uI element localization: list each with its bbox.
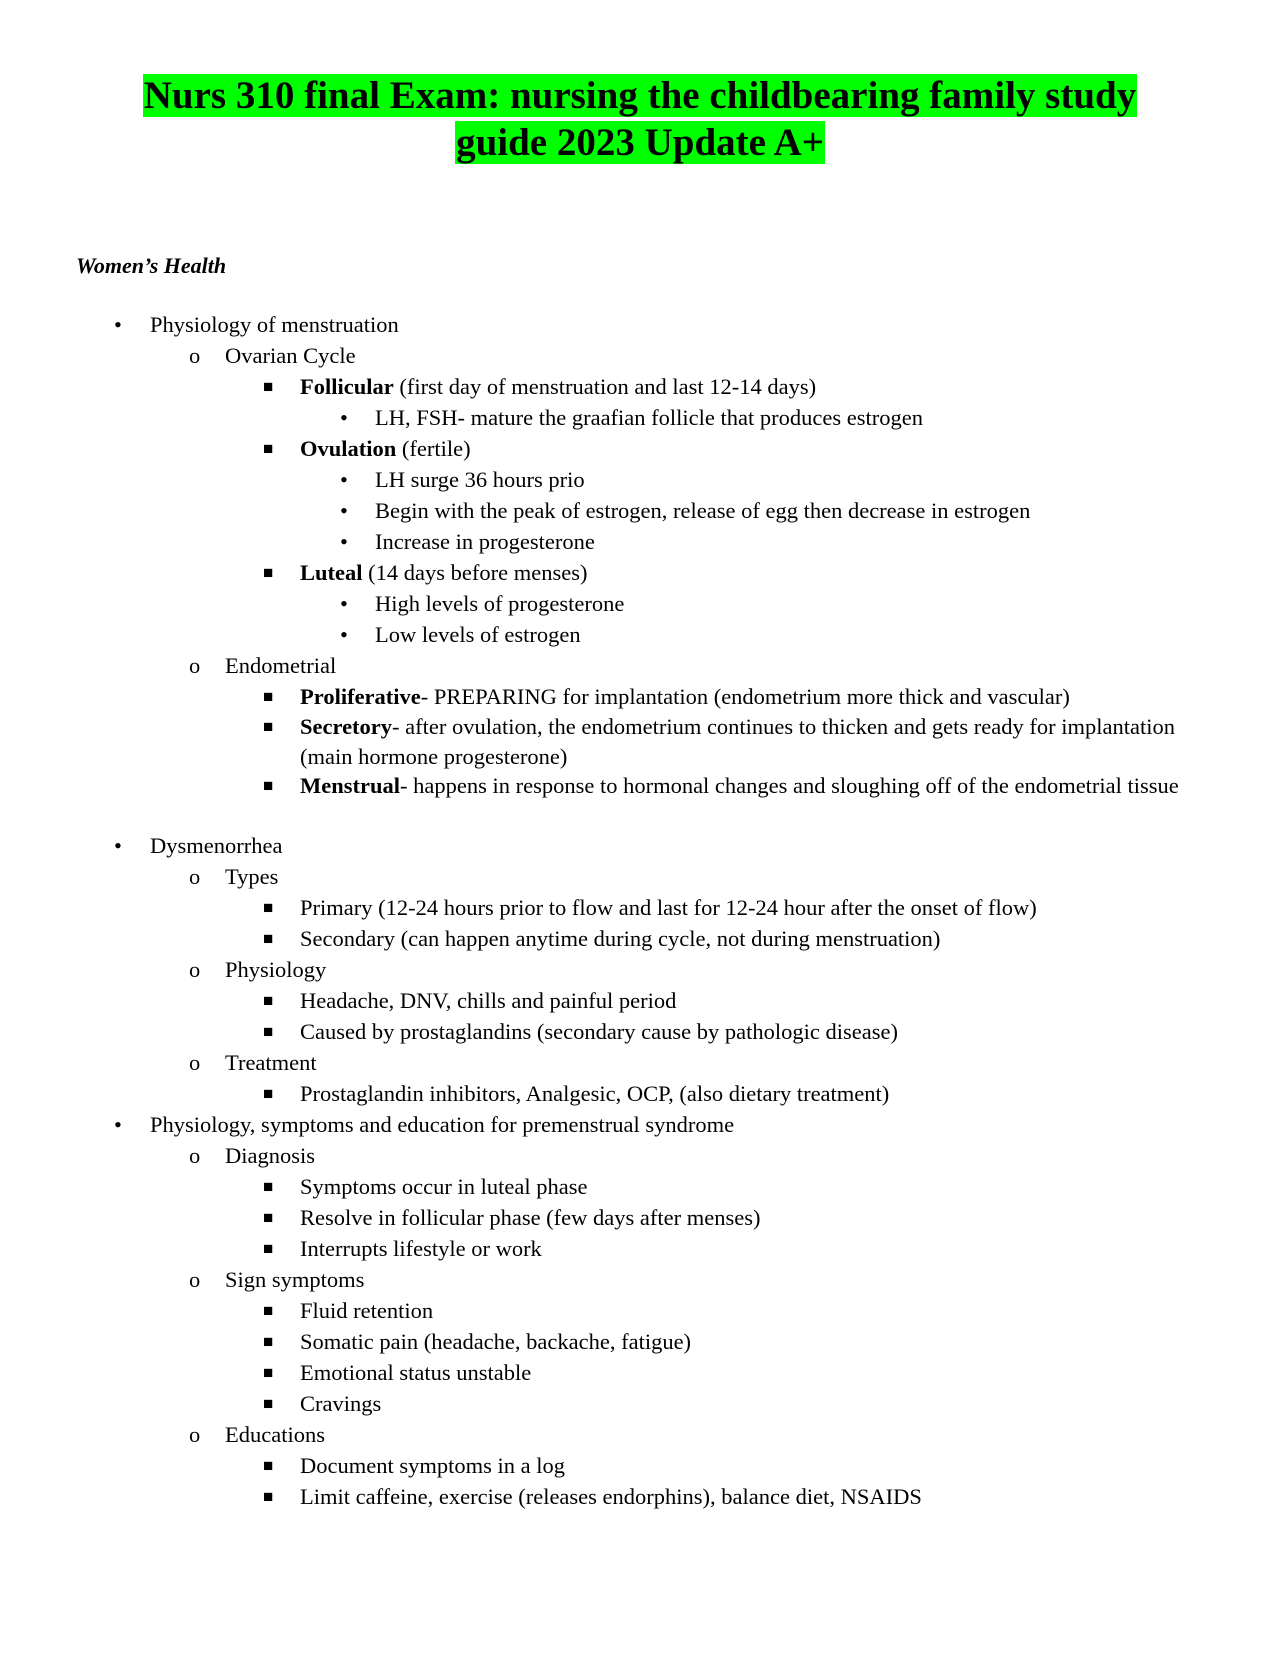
bullet-icon: ■ [263, 1363, 274, 1382]
bullet-icon: ■ [263, 439, 274, 458]
outline-item-text: Ovulation (fertile) [300, 436, 471, 461]
outline-item-text: LH, FSH- mature the graafian follicle that produces estrogen [375, 405, 923, 430]
bullet-icon: ■ [263, 1456, 274, 1475]
bullet-icon: o [189, 1050, 201, 1075]
outline-item-level-3 [0, 1295, 1280, 1326]
bullet-icon: o [189, 1143, 201, 1168]
outline-item-text: Proliferative- PREPARING for implantation (endometrium more thick and vascular) [300, 684, 1070, 709]
bullet-icon: ■ [263, 1394, 274, 1413]
outline-item-term: Menstrual [300, 773, 400, 798]
outline-item-level-3 [0, 1202, 1280, 1233]
title-line-1: Nurs 310 final Exam: nursing the childbearing family study [143, 74, 1137, 117]
bullet-icon: • [114, 312, 122, 337]
outline-item-text: Headache, DNV, chills and painful period [300, 988, 677, 1013]
outline-item-text: Document symptoms in a log [300, 1453, 565, 1478]
bullet-icon: • [340, 529, 348, 554]
outline-item-term: Luteal [300, 560, 363, 585]
bullet-icon: ■ [263, 898, 274, 917]
outline-item-text: Low levels of estrogen [375, 622, 581, 647]
outline-item-level-3 [0, 371, 1280, 402]
bullet-icon: ■ [263, 1177, 274, 1196]
outline-item-level-2 [0, 1047, 1280, 1078]
outline-item-text: Diagnosis [225, 1143, 315, 1168]
outline-item-text: Symptoms occur in luteal phase [300, 1174, 588, 1199]
outline-item-text: Types [225, 864, 279, 889]
outline-item-text: High levels of progesterone [375, 591, 625, 616]
bullet-icon: ■ [263, 563, 274, 582]
bullet-icon: ■ [263, 1022, 274, 1041]
outline-item-text: Emotional status unstable [300, 1360, 532, 1385]
outline-item-level-1 [0, 830, 1280, 861]
bullet-icon: ■ [263, 1301, 274, 1320]
outline-item-level-2 [0, 1419, 1280, 1450]
bullet-icon: o [189, 343, 201, 368]
outline-item-level-3 [0, 892, 1280, 923]
outline-item-level-3 [0, 1016, 1280, 1047]
outline-item-text: Secondary (can happen anytime during cycle, not during menstruation) [300, 926, 941, 951]
outline-item-text: Ovarian Cycle [225, 343, 356, 368]
bullet-icon: • [114, 1112, 122, 1137]
outline-item-level-2 [0, 340, 1280, 371]
outline-item-level-1 [0, 309, 1280, 340]
outline-item-text: Dysmenorrhea [150, 833, 283, 858]
bullet-icon: o [189, 1267, 201, 1292]
outline-item-text: Endometrial [225, 653, 337, 678]
outline-item-level-4 [0, 495, 1280, 526]
bullet-icon: • [340, 498, 348, 523]
outline-item-text: Interrupts lifestyle or work [300, 1236, 542, 1261]
bullet-icon: • [340, 467, 348, 492]
outline-item-text: Fluid retention [300, 1298, 434, 1323]
outline-item-term: Proliferative [300, 684, 421, 709]
outline-item-level-3 [0, 433, 1280, 464]
bullet-icon: o [189, 653, 201, 678]
outline-item-level-3 [0, 712, 1280, 771]
outline-list [0, 309, 1280, 1512]
outline-item-level-2 [0, 1264, 1280, 1295]
outline-item-text: Physiology of menstruation [150, 312, 399, 337]
bullet-icon: • [114, 833, 122, 858]
outline-item-text: Menstrual- happens in response to hormonal changes and sloughing off of the endometrial tissue [300, 773, 1179, 798]
outline-item-text: LH surge 36 hours prio [375, 467, 585, 492]
outline-item-level-3 [0, 771, 1280, 830]
bullet-icon: ■ [263, 929, 274, 948]
bullet-icon: o [189, 957, 201, 982]
bullet-icon: ■ [263, 991, 274, 1010]
outline-item-text: Follicular (first day of menstruation and last 12-14 days) [300, 374, 817, 399]
title-line-2: guide 2023 Update A+ [456, 121, 824, 164]
outline-item-text: Somatic pain (headache, backache, fatigue) [300, 1329, 692, 1354]
outline-item-text: Physiology, symptoms and education for premenstrual syndrome [150, 1112, 735, 1137]
outline-item-level-3 [0, 557, 1280, 588]
outline-item-level-3 [0, 681, 1280, 712]
outline-item-level-3 [0, 1357, 1280, 1388]
outline-item-term: Ovulation [300, 436, 397, 461]
outline-item-level-3 [0, 1171, 1280, 1202]
outline-item-text: Primary (12-24 hours prior to flow and last for 12-24 hour after the onset of flow) [300, 895, 1037, 920]
outline-item-text: Treatment [225, 1050, 317, 1075]
bullet-icon: ■ [263, 776, 274, 795]
outline-item-level-3 [0, 1326, 1280, 1357]
outline-item-level-4 [0, 619, 1280, 650]
section-heading: Women’s Health [76, 253, 227, 278]
bullet-icon: ■ [263, 687, 274, 706]
outline-item-level-1 [0, 1109, 1280, 1140]
outline-item-text: Caused by prostaglandins (secondary cause by pathologic disease) [300, 1019, 898, 1044]
outline-item-text: Prostaglandin inhibitors, Analgesic, OCP, (also dietary treatment) [300, 1081, 890, 1106]
bullet-icon: • [340, 622, 348, 647]
outline-item-level-3 [0, 1078, 1280, 1109]
bullet-icon: ■ [263, 1239, 274, 1258]
outline-item-level-3 [0, 923, 1280, 954]
outline-item-text: Secretory- after ovulation, the endometrium continues to thicken and gets ready for implantation (main hormone progesterone) [300, 714, 1175, 769]
outline-item-text: Luteal (14 days before menses) [300, 560, 588, 585]
bullet-icon: ■ [263, 1332, 274, 1351]
outline-item-level-2 [0, 954, 1280, 985]
bullet-icon: o [189, 864, 201, 889]
outline-item-text: Increase in progesterone [375, 529, 595, 554]
outline-item-level-3 [0, 1450, 1280, 1481]
bullet-icon: ■ [263, 1084, 274, 1103]
bullet-icon: ■ [263, 1208, 274, 1227]
outline-item-text: Cravings [300, 1391, 382, 1416]
outline-item-text: Educations [225, 1422, 325, 1447]
outline-item-text: Resolve in follicular phase (few days after menses) [300, 1205, 761, 1230]
document-title [100, 72, 1180, 166]
outline-item-text: Limit caffeine, exercise (releases endorphins), balance diet, NSAIDS [300, 1484, 922, 1509]
outline-item-term: Secretory [300, 714, 393, 739]
bullet-icon: ■ [263, 717, 274, 736]
bullet-icon: ■ [263, 1487, 274, 1506]
outline-item-level-3 [0, 1481, 1280, 1512]
outline-item-text: Sign symptoms [225, 1267, 365, 1292]
outline-item-term: Follicular [300, 374, 394, 399]
outline-item-level-4 [0, 402, 1280, 433]
outline-item-level-4 [0, 588, 1280, 619]
outline-item-text: Begin with the peak of estrogen, release of egg then decrease in estrogen [375, 498, 1031, 523]
outline-item-level-4 [0, 464, 1280, 495]
bullet-icon: ■ [263, 377, 274, 396]
outline-item-level-3 [0, 1388, 1280, 1419]
bullet-icon: o [189, 1422, 201, 1447]
outline-item-level-3 [0, 985, 1280, 1016]
bullet-icon: • [340, 591, 348, 616]
outline-item-level-4 [0, 526, 1280, 557]
outline-item-level-3 [0, 1233, 1280, 1264]
outline-item-level-2 [0, 1140, 1280, 1171]
outline-item-text: Physiology [225, 957, 327, 982]
bullet-icon: • [340, 405, 348, 430]
outline-item-level-2 [0, 650, 1280, 681]
outline-item-level-2 [0, 861, 1280, 892]
